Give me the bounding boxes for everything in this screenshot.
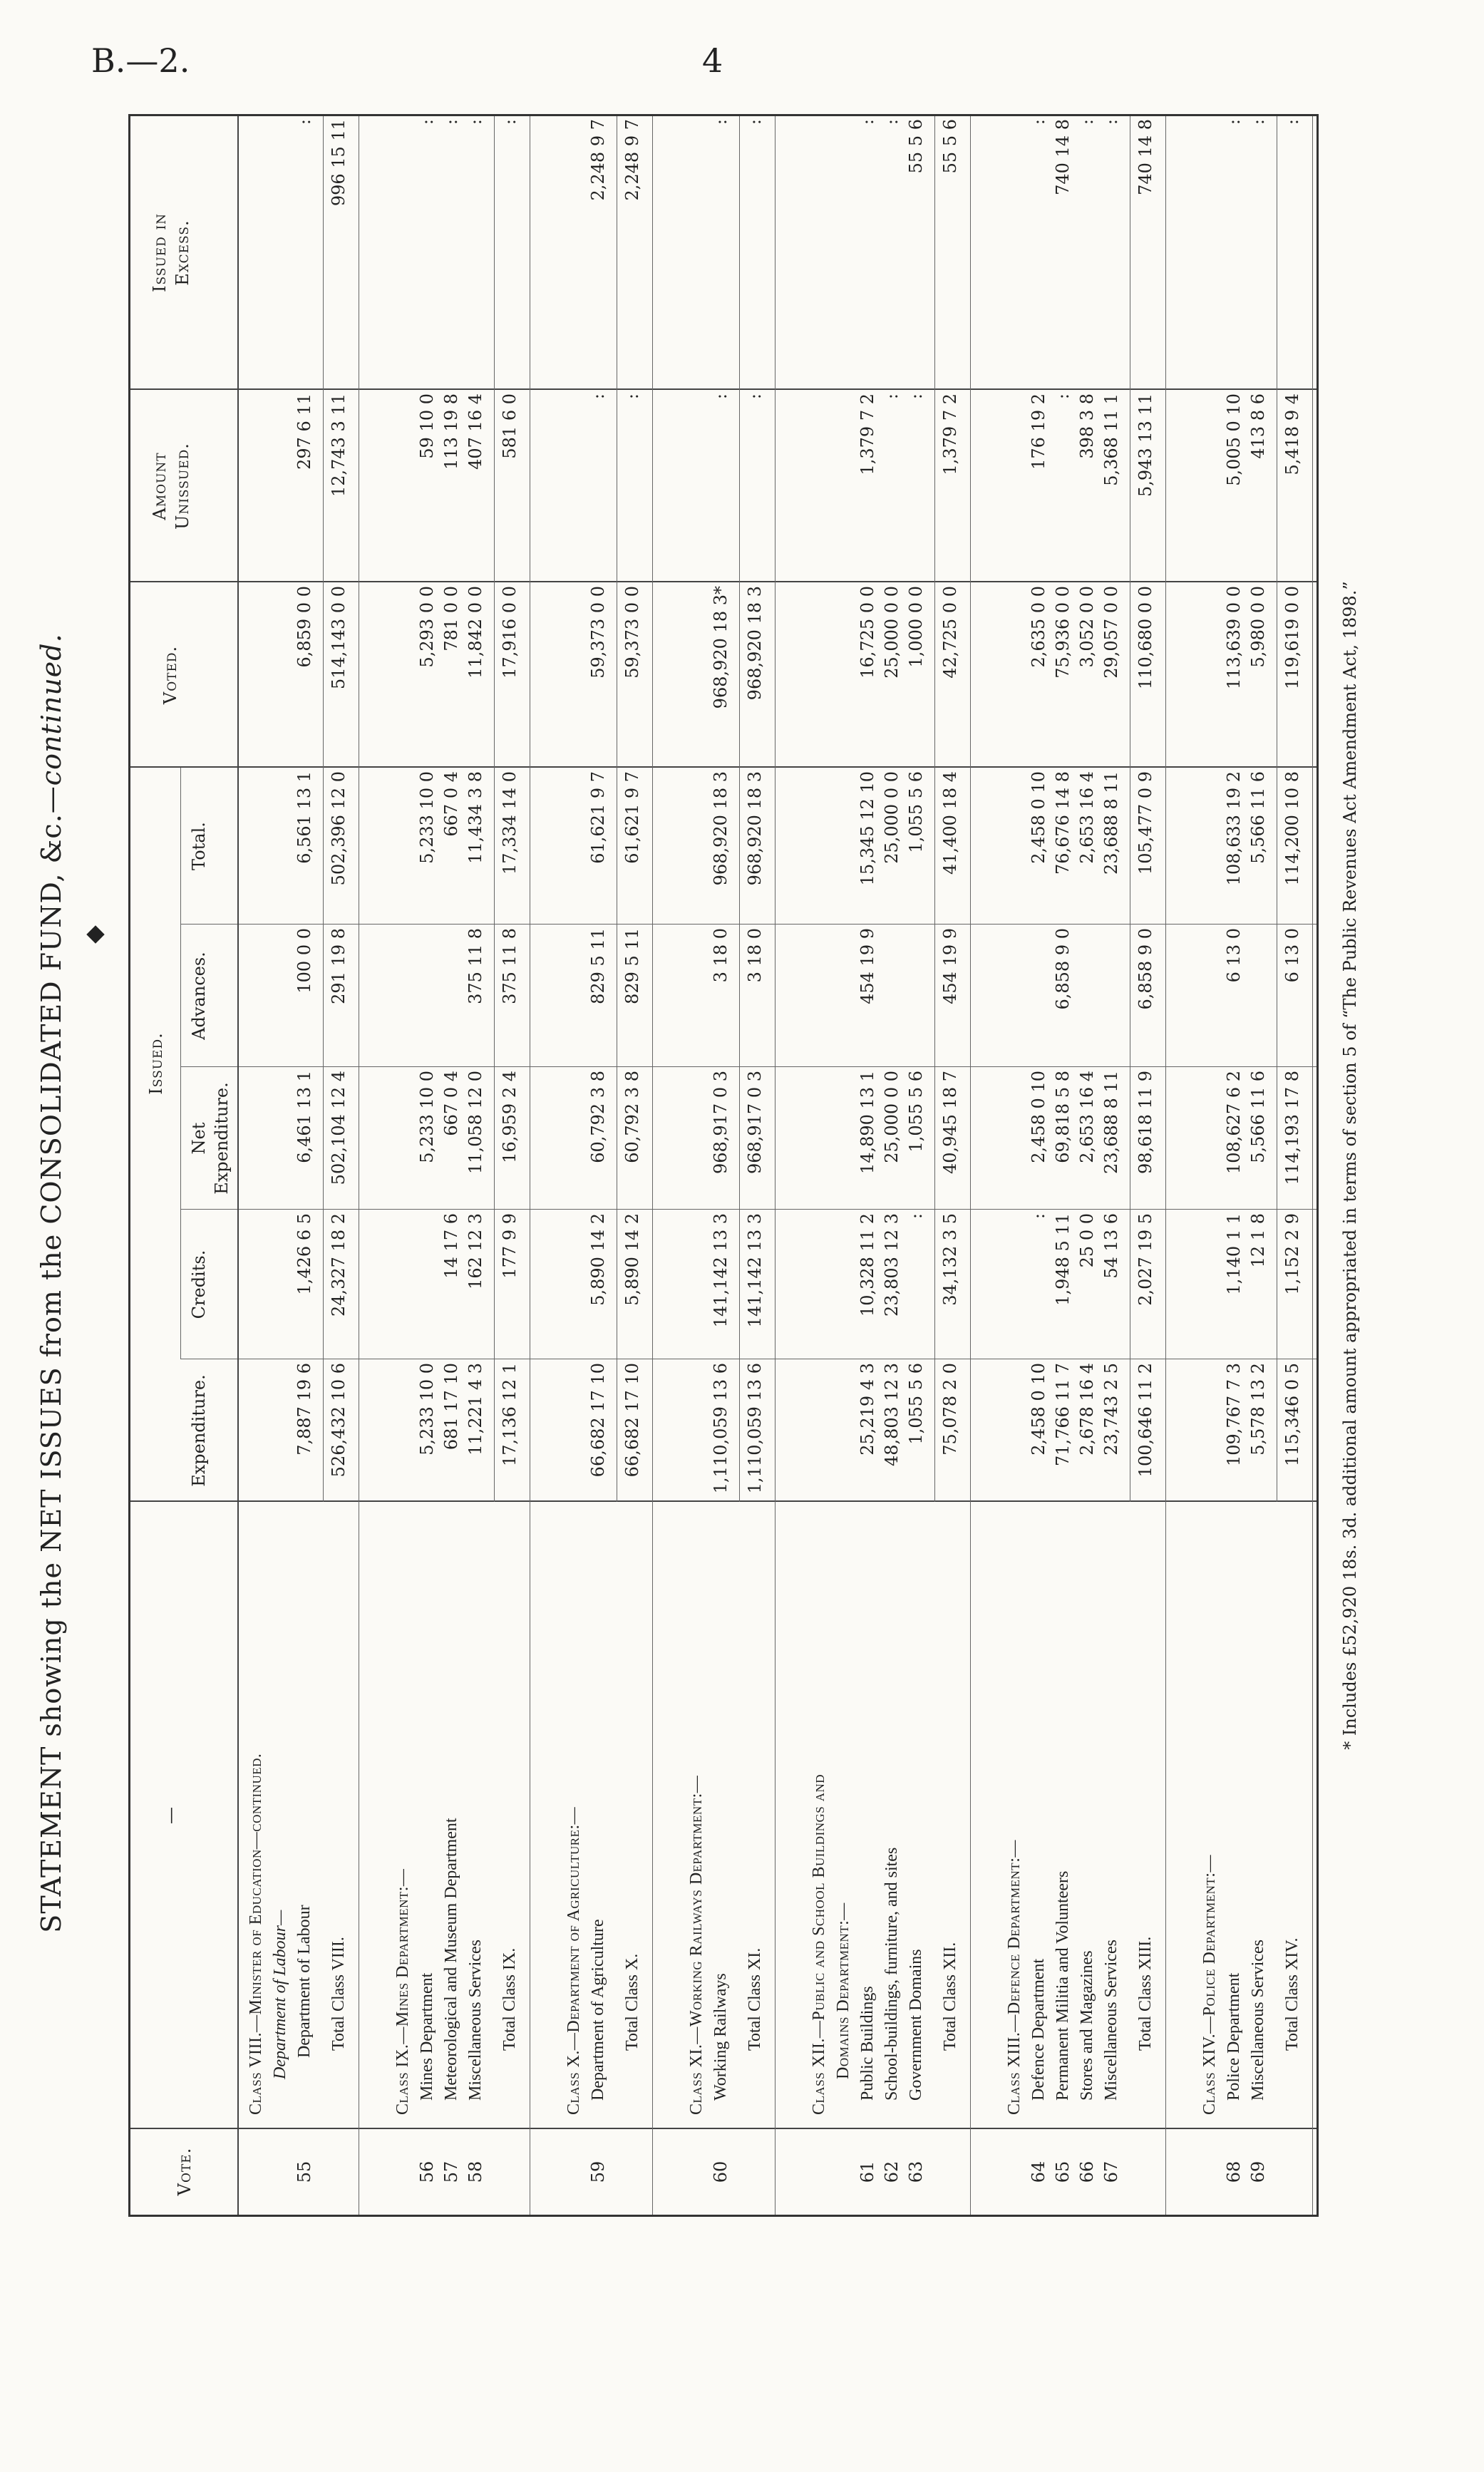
cell-voted: 113,639 0 0 [1224, 586, 1244, 690]
cell-exp: 5,578 13 2 [1248, 1363, 1268, 1456]
vote-number: 61 [857, 2161, 877, 2183]
cell-excess: : [294, 119, 314, 125]
cell-tot: 5,233 10 0 [417, 771, 437, 864]
cell-net: 108,627 6 2 [1224, 1071, 1244, 1175]
cell-voted: 17,916 0 0 [500, 586, 520, 679]
cell-voted: 59,373 0 0 [588, 586, 608, 679]
cell-excess: : [711, 119, 731, 125]
table-row [880, 116, 903, 2215]
table-row [440, 116, 463, 2215]
cell-unissued: : [622, 393, 642, 400]
section-rule [1165, 116, 1166, 2215]
cell-exp: 23,743 2 5 [1101, 1363, 1121, 1456]
table-row [416, 116, 438, 2215]
cell-adv: 6 13 0 [1224, 928, 1244, 983]
statement-table [128, 114, 1319, 2217]
header-advances: Advances. [189, 952, 209, 1040]
header-total: Total. [189, 822, 209, 870]
cell-cred: 10,328 11 2 [857, 1213, 877, 1317]
cell-excess: : [1248, 119, 1268, 125]
cell-excess: : [1101, 119, 1121, 125]
vote-number: 58 [465, 2161, 485, 2183]
cell-cred: 5,890 14 2 [622, 1213, 642, 1306]
cell-cred: 25 0 0 [1077, 1213, 1097, 1268]
header-amount-line1: Amount [150, 452, 170, 520]
header-excess-line2: Excess. [172, 220, 192, 286]
cell-voted: 42,725 0 0 [940, 586, 960, 679]
cell-unissued: 407 16 4 [465, 393, 485, 470]
cell-cred: 24,327 18 2 [329, 1213, 349, 1317]
cell-tot: 41,400 18 4 [940, 771, 960, 875]
table-row [1051, 116, 1074, 2215]
statement-title [36, 228, 67, 2338]
table-row [1247, 116, 1269, 2215]
cell-unissued: 581 6 0 [500, 393, 520, 459]
row-label: Miscellaneous Services [466, 1940, 485, 2101]
cell-exp: 2,458 0 10 [1029, 1363, 1048, 1456]
row-label: Class VIII.—Minister of Education—continued. [247, 1753, 265, 2115]
diamond-marker-icon [86, 925, 104, 943]
cell-adv: 3 18 0 [711, 928, 731, 983]
cell-exp: 1,110,059 13 6 [745, 1363, 765, 1494]
vote-number: 63 [906, 2161, 926, 2183]
header-issued-in-excess [148, 115, 194, 390]
cell-excess: : [882, 119, 902, 125]
cell-excess: 55 5 6 [906, 119, 926, 174]
cell-exp: 1,110,059 13 6 [711, 1363, 731, 1494]
cell-exp: 17,136 12 1 [500, 1363, 520, 1467]
cell-cred: 1,948 5 11 [1053, 1213, 1073, 1306]
cell-cred: 177 9 9 [500, 1213, 520, 1279]
cell-adv: 829 5 11 [622, 928, 642, 1004]
cell-unissued: 5,943 13 11 [1135, 393, 1155, 498]
cell-adv: 6 13 0 [1282, 928, 1302, 983]
cell-voted: 119,619 0 0 [1282, 586, 1302, 690]
cell-net: 667 0 4 [441, 1071, 461, 1136]
cell-excess: : [1029, 119, 1048, 125]
vote-number: 56 [417, 2161, 437, 2183]
cell-excess: : [1224, 119, 1244, 125]
total-row [743, 116, 766, 2215]
cell-excess: 740 14 8 [1135, 119, 1155, 195]
vote-number: 65 [1053, 2161, 1073, 2183]
row-label: Class XI.—Working Railways Department:— [687, 1775, 706, 2115]
cell-cred: 1,140 1 1 [1224, 1213, 1244, 1295]
section-heading-row [685, 116, 708, 2215]
cell-net: 114,193 17 8 [1282, 1071, 1302, 1185]
cell-exp: 25,219 4 3 [857, 1363, 877, 1456]
cell-unissued: 59 10 0 [417, 393, 437, 459]
cell-excess: : [465, 119, 485, 125]
cell-exp: 66,682 17 10 [588, 1363, 608, 1478]
cell-net: 5,566 11 6 [1248, 1071, 1268, 1163]
cell-voted: 11,842 0 0 [465, 586, 485, 679]
row-label: Total Class VIII. [329, 1937, 348, 2051]
table-row [293, 116, 316, 2215]
title-main: STATEMENT showing the NET ISSUES from the CONSOLIDATED FUND, &c.— [36, 786, 67, 1933]
total-row [1134, 116, 1157, 2215]
cell-unissued: 297 6 11 [294, 393, 314, 470]
cell-net: 40,945 18 7 [940, 1071, 960, 1175]
total-rule [323, 116, 324, 1502]
cell-excess: : [441, 119, 461, 125]
cell-tot: 11,434 3 8 [465, 771, 485, 864]
cell-tot: 76,676 14 8 [1053, 771, 1073, 875]
row-label: Miscellaneous Services [1102, 1940, 1120, 2101]
row-label: Total Class XIV. [1283, 1937, 1302, 2051]
vote-number: 64 [1029, 2161, 1048, 2183]
section-heading-row [1198, 116, 1221, 2215]
row-label: Miscellaneous Services [1249, 1940, 1267, 2101]
cell-unissued: 5,368 11 1 [1101, 393, 1121, 486]
row-label: Total Class IX. [500, 1947, 519, 2051]
cell-voted: 110,680 0 0 [1135, 586, 1155, 690]
table-row [1027, 116, 1050, 2215]
cell-cred: 2,027 19 5 [1135, 1213, 1155, 1306]
cell-unissued: 413 8 6 [1248, 393, 1268, 459]
cell-net: 968,917 0 3 [711, 1071, 731, 1175]
header-expenditure: Expenditure. [189, 1374, 209, 1487]
row-label: Class X.—Department of Agriculture:— [565, 1806, 583, 2115]
table-row [856, 116, 879, 2215]
cell-voted: 29,057 0 0 [1101, 586, 1121, 679]
cell-net: 1,055 5 6 [906, 1071, 926, 1153]
row-label: Government Domains [907, 1949, 925, 2101]
row-label: Class XIII.—Defence Department:— [1005, 1840, 1024, 2115]
cell-unissued: 5,418 9 4 [1282, 393, 1302, 475]
cell-net: 25,000 0 0 [882, 1071, 902, 1163]
cell-excess: : [500, 119, 520, 125]
total-row [498, 116, 521, 2215]
cell-adv: 454 19 9 [940, 928, 960, 1004]
cell-exp: 681 17 10 [441, 1363, 461, 1451]
total-rule [494, 116, 495, 1502]
cell-voted: 6,859 0 0 [294, 586, 314, 668]
section-rule [652, 116, 653, 2215]
section-rule [970, 116, 971, 2215]
cell-unissued: : [745, 393, 765, 400]
cell-net: 16,959 2 4 [500, 1071, 520, 1163]
cell-voted: 5,293 0 0 [417, 586, 437, 668]
cell-tot: 968,920 18 3 [745, 771, 765, 886]
cell-voted: 781 0 0 [441, 586, 461, 652]
cell-excess: : [857, 119, 877, 125]
total-row [327, 116, 350, 2215]
row-label: Working Railways [711, 1973, 730, 2101]
cell-cred: 1,152 2 9 [1282, 1213, 1302, 1295]
cell-cred: 1,426 6 5 [294, 1213, 314, 1295]
cell-unissued: : [588, 393, 608, 400]
cell-unissued: 176 19 2 [1029, 393, 1048, 470]
section-heading-row [391, 116, 414, 2215]
cell-exp: 11,221 4 3 [465, 1363, 485, 1456]
vote-number: 69 [1248, 2161, 1268, 2183]
cell-excess: 996 15 11 [329, 119, 349, 207]
cell-adv: 375 11 8 [465, 928, 485, 1004]
cell-net: 23,688 8 11 [1101, 1071, 1121, 1175]
cell-net: 98,618 11 9 [1135, 1071, 1155, 1175]
cell-adv: 454 19 9 [857, 928, 877, 1004]
cell-voted: 3,052 0 0 [1077, 586, 1097, 668]
cell-tot: 968,920 18 3 [711, 771, 731, 886]
cell-net: 60,792 3 8 [622, 1071, 642, 1163]
cell-voted: 514,143 0 0 [329, 586, 349, 690]
cell-cred: 23,803 12 3 [882, 1213, 902, 1317]
vote-number: 68 [1224, 2161, 1244, 2183]
row-label: Domains Department:— [834, 1902, 852, 2079]
section-heading-row [1003, 116, 1026, 2215]
cell-unissued: : [1053, 393, 1073, 400]
cell-tot: 5,566 11 6 [1248, 771, 1268, 864]
cell-exp: 1,055 5 6 [906, 1363, 926, 1445]
row-label: Total Class XI. [746, 1947, 764, 2051]
cell-excess: 2,248 9 7 [622, 119, 642, 201]
cell-cred: : [906, 1213, 926, 1220]
cell-adv: 6,858 9 0 [1053, 928, 1073, 1010]
cell-tot: 1,055 5 6 [906, 771, 926, 853]
vote-number: 57 [441, 2161, 461, 2183]
cell-unissued: 1,379 7 2 [857, 393, 877, 475]
cell-unissued: : [906, 393, 926, 400]
row-label: Department of Labour [295, 1905, 314, 2058]
cell-excess: : [745, 119, 765, 125]
cell-tot: 2,653 16 4 [1077, 771, 1097, 864]
header-bottom-rule [237, 116, 239, 2215]
table-row [1100, 116, 1123, 2215]
cell-excess: 740 14 8 [1053, 119, 1073, 195]
cell-tot: 6,561 13 1 [294, 771, 314, 864]
cell-cred: 14 17 6 [441, 1213, 461, 1279]
cell-cred: 141,142 13 3 [745, 1213, 765, 1328]
row-label: Meteorological and Museum Department [442, 1818, 460, 2101]
cell-exp: 100,646 11 2 [1135, 1363, 1155, 1478]
table-row [905, 116, 927, 2215]
cell-exp: 5,233 10 0 [417, 1363, 437, 1456]
cell-adv: 100 0 0 [294, 928, 314, 994]
header-excess-line1: Issued in [150, 212, 170, 293]
row-label: Total Class XIII. [1136, 1936, 1155, 2051]
cell-net: 60,792 3 8 [588, 1071, 608, 1163]
cell-tot: 2,458 0 10 [1029, 771, 1048, 864]
cell-cred: 141,142 13 3 [711, 1213, 731, 1328]
cell-net: 14,890 13 1 [857, 1071, 877, 1175]
cell-exp: 115,346 0 5 [1282, 1363, 1302, 1467]
cell-tot: 23,688 8 11 [1101, 771, 1121, 875]
row-label: Total Class X. [623, 1953, 641, 2051]
cell-exp: 109,767 7 3 [1224, 1363, 1244, 1467]
section-heading-row [562, 116, 585, 2215]
section-heading-row [808, 116, 830, 2215]
row-label: Permanent Militia and Volunteers [1053, 1870, 1072, 2101]
row-label: Class XII.—Public and School Buildings and [810, 1773, 828, 2115]
cell-tot: 61,621 9 7 [622, 771, 642, 864]
cell-tot: 15,345 12 10 [857, 771, 877, 886]
cell-exp: 2,678 16 4 [1077, 1363, 1097, 1456]
header-amount-line2: Unissued. [172, 443, 192, 530]
cell-cred: 54 13 6 [1101, 1213, 1121, 1279]
cell-unissued: 12,743 3 11 [329, 393, 349, 498]
total-row [1281, 116, 1304, 2215]
cell-cred: 162 12 3 [465, 1213, 485, 1289]
cell-excess: 2,248 9 7 [588, 119, 608, 201]
row-label: Total Class XII. [941, 1942, 959, 2051]
title-continued: continued. [36, 633, 67, 786]
cell-voted: 2,635 0 0 [1029, 586, 1048, 668]
cell-net: 2,653 16 4 [1077, 1071, 1097, 1163]
cell-voted: 16,725 0 0 [857, 586, 877, 679]
cell-adv: 829 5 11 [588, 928, 608, 1004]
cell-net: 69,818 5 8 [1053, 1071, 1073, 1163]
cell-tot: 61,621 9 7 [588, 771, 608, 864]
cell-cred: 34,132 3 5 [940, 1213, 960, 1306]
cell-net: 11,058 12 0 [465, 1071, 485, 1175]
cell-net: 2,458 0 10 [1029, 1071, 1048, 1163]
cell-exp: 48,803 12 3 [882, 1363, 902, 1467]
section-heading-row [269, 116, 292, 2215]
page-number: 4 [702, 41, 723, 80]
cell-unissued: 5,005 0 10 [1224, 393, 1244, 486]
section-heading-row [244, 116, 267, 2215]
cell-net: 502,104 12 4 [329, 1071, 349, 1185]
header-credits: Credits. [189, 1250, 209, 1319]
cell-voted: 75,936 0 0 [1053, 586, 1073, 679]
table-row [587, 116, 609, 2215]
total-rule [739, 116, 740, 1502]
header-issued: Issued. [146, 1032, 166, 1095]
section-rule [1312, 116, 1313, 2215]
cell-exp: 7,887 19 6 [294, 1363, 314, 1456]
header-vote: Vote. [175, 2147, 195, 2196]
vote-number: 60 [711, 2161, 731, 2183]
row-label: Defence Department [1029, 1958, 1048, 2101]
row-label: Public Buildings [858, 1986, 877, 2101]
cell-cred: : [1029, 1213, 1048, 1220]
cell-adv: 3 18 0 [745, 928, 765, 983]
row-label: Class XIV.—Police Department:— [1200, 1855, 1219, 2115]
cell-tot: 114,200 10 8 [1282, 771, 1302, 886]
cell-cred: 5,890 14 2 [588, 1213, 608, 1306]
cell-excess: : [417, 119, 437, 125]
cell-exp: 75,078 2 0 [940, 1363, 960, 1456]
issued-subheader-rule [180, 768, 181, 1359]
row-label: Police Department [1225, 1972, 1243, 2101]
footnote: * Includes £52,920 18s. 3d. additional amount appropriated in terms of section 5 of “The Public Revenues Act Amendment Act, 1898.” [1340, 581, 1360, 1750]
total-rule [934, 116, 935, 1502]
vote-number: 67 [1101, 2161, 1121, 2183]
total-row [939, 116, 962, 2215]
cell-voted: 25,000 0 0 [882, 586, 902, 679]
row-label: Class IX.—Mines Department:— [393, 1868, 412, 2115]
table-row [1076, 116, 1098, 2215]
vote-number: 66 [1077, 2161, 1097, 2183]
doc-ref: B.—2. [91, 41, 190, 80]
cell-tot: 25,000 0 0 [882, 771, 902, 864]
cell-net: 968,917 0 3 [745, 1071, 765, 1175]
cell-net: 5,233 10 0 [417, 1071, 437, 1163]
vote-number: 55 [294, 2161, 314, 2183]
cell-voted: 1,000 0 0 [906, 586, 926, 668]
table-row [709, 116, 732, 2215]
cell-tot: 17,334 14 0 [500, 771, 520, 875]
total-row [621, 116, 644, 2215]
cell-excess: : [1282, 119, 1302, 125]
section-heading-row [832, 116, 855, 2215]
cell-exp: 71,766 11 7 [1053, 1363, 1073, 1467]
cell-unissued: : [711, 393, 731, 400]
cell-adv: 291 19 8 [329, 928, 349, 1004]
header-net-expenditure: Net Expenditure. [189, 1082, 232, 1195]
vote-number: 62 [882, 2161, 902, 2183]
cell-excess: 55 5 6 [940, 119, 960, 174]
cell-voted: 59,373 0 0 [622, 586, 642, 679]
cell-exp: 526,432 10 6 [329, 1363, 349, 1478]
cell-tot: 105,477 0 9 [1135, 771, 1155, 875]
row-label: Stores and Magazines [1078, 1950, 1096, 2101]
cell-tot: 502,396 12 0 [329, 771, 349, 886]
cell-adv: 375 11 8 [500, 928, 520, 1004]
cell-exp: 66,682 17 10 [622, 1363, 642, 1478]
cell-voted: 968,920 18 3 [745, 586, 765, 701]
row-label: Department of Agriculture [589, 1919, 607, 2101]
cell-net: 6,461 13 1 [294, 1071, 314, 1163]
cell-unissued: 398 3 8 [1077, 393, 1097, 459]
cell-cred: 12 1 8 [1248, 1213, 1268, 1268]
cell-tot: 108,633 19 2 [1224, 771, 1244, 886]
table-row [464, 116, 487, 2215]
rotated-table-page [36, 114, 1433, 2338]
cell-unissued: 1,379 7 2 [940, 393, 960, 475]
cell-adv: 6,858 9 0 [1135, 928, 1155, 1010]
cell-voted: 968,920 18 3* [711, 586, 731, 709]
cell-unissued: 113 19 8 [441, 393, 461, 470]
cell-unissued: : [882, 393, 902, 400]
cell-tot: 667 0 4 [441, 771, 461, 837]
table-row [1222, 116, 1245, 2215]
header-dash: — [160, 1807, 180, 1824]
row-label: School-buildings, furniture, and sites [882, 1847, 901, 2101]
section-rule [775, 116, 776, 2215]
cell-excess: : [1077, 119, 1097, 125]
row-label: Mines Department [418, 1972, 436, 2101]
header-voted: Voted. [160, 645, 180, 705]
vote-number: 59 [588, 2161, 608, 2183]
cell-voted: 5,980 0 0 [1248, 586, 1268, 668]
header-amount-unissued [148, 390, 194, 582]
row-label: Department of Labour— [271, 1910, 289, 2079]
